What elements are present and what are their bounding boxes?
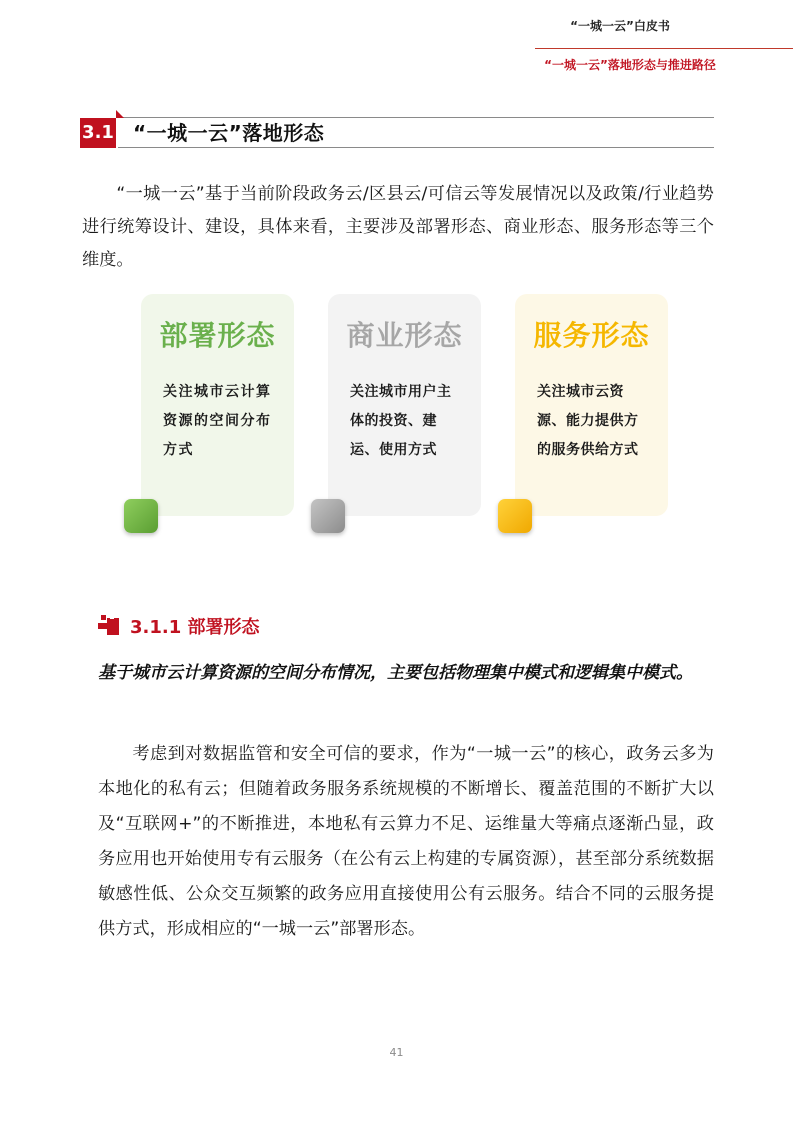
card-business-title: 商业形态 (346, 319, 463, 352)
card-deployment-title: 部署形态 (159, 319, 276, 352)
card-business (328, 294, 481, 516)
section-number: 3.1 (80, 118, 116, 148)
card-deployment (141, 294, 294, 516)
card-deployment-square (124, 499, 158, 533)
card-service-text: 关注城市云资源、能力提供方的服务供给方式 (537, 384, 639, 458)
subsection-heading (130, 613, 260, 639)
section-rule-bottom (118, 147, 714, 148)
card-service-square (498, 499, 532, 533)
subsection-number: 3.1.1 (130, 617, 182, 638)
lead-statement: 基于城市云计算资源的空间分布情况，主要包括物理集中模式和逻辑集中模式。 (98, 663, 693, 683)
card-business-text: 关注城市用户主体的投资、建运、使用方式 (350, 384, 452, 458)
body-paragraph (98, 737, 714, 947)
page-number: 41 (389, 1046, 404, 1059)
intro-paragraph (82, 178, 714, 277)
section-number-badge (80, 110, 118, 148)
header-rule (535, 48, 793, 49)
card-business-square (311, 499, 345, 533)
card-service-title: 服务形态 (533, 319, 650, 352)
header-chapter: “一城一云”落地形态与推进路径 (544, 58, 716, 72)
header-title: “一城一云”白皮书 (570, 19, 670, 33)
intro-text: “一城一云”基于当前阶段政务云/区县云/可信云等发展情况以及政策/行业趋势进行统筹设计、建设，具体来看，主要涉及部署形态、商业形态、服务形态等三个维度。 (82, 184, 714, 270)
body-text: 考虑到对数据监管和安全可信的要求，作为“一城一云”的核心，政务云多为本地化的私有云；但随着政务服务系统规模的不断增长、覆盖范围的不断扩大以及“互联网+”的不断推进，本地私有云算力不足、运维量大等痛点逐渐凸显，政务应用也开始使用专有云服务（在公有云上构建的专属资源），甚至部分系统数据敏感性低、公众交互频繁的政务应用直接使用公有云服务。结合不同的云服务提供方式，形成相应的“一城一云”部署形态。 (98, 744, 714, 939)
section-title: “一城一云”落地形态 (133, 121, 325, 145)
card-service (515, 294, 668, 516)
subsection-title: 部署形态 (187, 617, 260, 638)
red-squares-icon (98, 615, 122, 637)
card-deployment-text: 关注城市云计算资源的空间分布方式 (163, 384, 272, 458)
section-badge-corner (116, 110, 124, 118)
